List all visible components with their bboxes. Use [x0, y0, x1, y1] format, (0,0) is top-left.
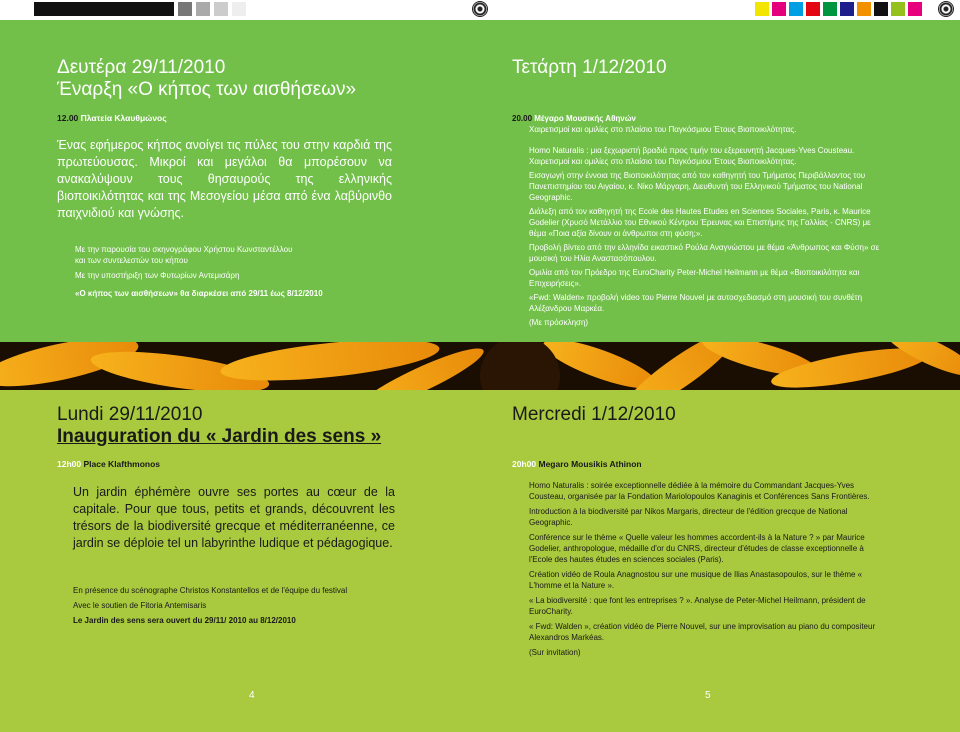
color-swatch-orange	[857, 2, 871, 16]
french-wednesday-item: « La biodiversité : que font les entreprises ? ». Analyse de Peter-Michel Heilmann, président de EuroCharity.	[529, 596, 866, 616]
greek-wednesday-item: Διάλεξη από τον καθηγητή της Ecole des Hautes Etudes en Sciences Sociales, Paris, κ. Maurice Godelier (Χρυσό Μετάλλιο του Εθνικού Κέντρου Έρευνας και Επιστήμης της Γαλλίας - CNRS) με θέμα «Ποια αξία δίνουν οι άνθρωποι στη φύση;».	[529, 207, 871, 238]
color-swatch-blue	[840, 2, 854, 16]
greek-wednesday-item: «Fwd: Walden» προβολή video του Pierre Nouvel με αυτοσχεδιασμό στη μουσική του συνθέτη Αλέξανδρου Μαρκέα.	[529, 293, 863, 313]
color-swatch-pink	[908, 2, 922, 16]
color-swatch-gray	[232, 2, 246, 16]
greek-monday-credit-1b: και των συντελεστών του κήπου	[75, 256, 188, 265]
greek-wednesday-item: Εισαγωγή στην έννοια της Βιοποικιλότητας από τον καθηγητή του Τμήματος Περιβάλλοντος του Πανεπιστημίου του Αιγαίου, κ. Νίκο Μάργαρη, Διευθυντή του Ελληνικού Τμήματος του National Geographic.	[529, 171, 866, 202]
color-swatch-magenta	[772, 2, 786, 16]
greek-wednesday-item: Προβολή βίντεο από την ελληνίδα εικαστικό Ρούλα Αναγνώστου με θέμα «Άνθρωπος και Φύση» σε μουσική του Ηλία Αναστασόπουλου.	[529, 243, 880, 263]
french-monday-title: Inauguration du « Jardin des sens »	[57, 426, 382, 447]
french-wednesday-place: Megaro Mousikis Athinon	[538, 459, 642, 469]
greek-wednesday-date: Τετάρτη 1/12/2010	[512, 57, 667, 78]
registration-mark-icon	[938, 1, 954, 17]
french-monday-note: Le Jardin des sens sera ouvert du 29/11/ 2010 au 8/12/2010	[73, 616, 296, 625]
registration-mark-icon	[472, 1, 488, 17]
color-swatch-green	[823, 2, 837, 16]
color-swatch-black	[34, 2, 174, 16]
color-swatch-lime	[891, 2, 905, 16]
greek-monday-time: 12.00	[57, 113, 79, 123]
greek-monday-credit-2: Με την υποστήριξη των Φυτωρίων Αντεμισάρη	[75, 271, 240, 280]
french-monday-section	[57, 404, 387, 448]
french-monday-credit-1: En présence du scénographe Christos Konstantellos et de l'équipe du festival	[73, 586, 348, 595]
sunflower-petals-graphic	[0, 342, 960, 390]
greek-wednesday-item: (Με πρόσκληση)	[529, 318, 589, 327]
greek-wednesday-header	[512, 113, 892, 124]
greek-monday-date: Δευτέρα 29/11/2010	[57, 57, 226, 78]
greek-monday-note: «Ο κήπος των αισθήσεων» θα διαρκέσει από 29/11 έως 8/12/2010	[75, 289, 323, 298]
french-monday-place: Place Klafthmonos	[83, 459, 161, 469]
greek-monday-place: Πλατεία Κλαυθμώνος	[80, 113, 167, 123]
greek-monday-credits	[75, 244, 375, 299]
french-wednesday-item: (Sur invitation)	[529, 648, 581, 657]
french-monday-time: 12h00	[57, 459, 82, 469]
color-swatch-gray	[196, 2, 210, 16]
french-monday-intro: Un jardin éphémère ouvre ses portes au cœur de la capitale. Pour que tous, petits et grands, découvrent les trésors de la biodiversité grecque et méditerranéenne, ce jardin se déploie tel un labyrinthe ludique et pédagogique.	[73, 485, 395, 550]
french-wednesday-item: Conférence sur le thème « Quelle valeur les hommes accordent-ils à la Nature ? » par Maurice Godelier, anthropologue, médaille d'or du CNRS, directeur d'études de classe exceptionnelle à l'Ecole des hautes études en sciences sociales (Paris).	[529, 533, 865, 564]
page-number-left: 4	[249, 690, 255, 701]
french-wednesday-item: Homo Naturalis : soirée exceptionnelle dédiée à la mémoire du Commandant Jacques-Yves Cousteau, organisée par la Fondation Mariolopoulos Kanaginis et Conférences Sans Frontières.	[529, 481, 870, 501]
french-wednesday-items	[529, 480, 889, 662]
french-monday-date: Lundi 29/11/2010	[57, 404, 203, 425]
greek-monday-time-place	[57, 113, 387, 124]
greek-monday-section	[57, 57, 387, 101]
greek-monday-credit-1: Με την παρουσία του σκηνογράφου Χρήστου Κωνσταντέλλου	[75, 245, 293, 254]
french-wednesday-item: Création vidéo de Roula Anagnostou sur une musique de Ilias Anastasopoulos, sur le thème « L'homme et la Nature ».	[529, 570, 863, 590]
greek-wednesday-time: 20.00	[512, 114, 533, 123]
greek-monday-title: Έναρξη «Ο κήπος των αισθήσεων»	[57, 79, 357, 100]
page-number-right: 5	[705, 690, 711, 701]
sunflower-image	[0, 342, 960, 390]
french-monday-credit-2: Avec le soutien de Fitoria Antemisaris	[73, 601, 207, 610]
color-swatch-red	[806, 2, 820, 16]
greek-wednesday-subtitle: Χαιρετισμοί και ομιλίες στο πλαίσιο του Παγκόσμιου Έτους Βιοποικιλότητας.	[529, 125, 797, 134]
print-color-bar	[0, 0, 960, 20]
french-wednesday-item: « Fwd: Walden », création vidéo de Pierre Nouvel, sur une improvisation au piano du compositeur Alexandros Markéas.	[529, 622, 876, 642]
greek-wednesday-items	[529, 145, 889, 331]
french-wednesday-time: 20h00	[512, 459, 537, 469]
french-wednesday-header	[512, 459, 892, 470]
french-wednesday-item: Introduction à la biodiversité par Nikos Margaris, directeur de l'édition grecque de National Geographic.	[529, 507, 848, 527]
greek-monday-intro: Ένας εφήμερος κήπος ανοίγει τις πύλες του στην καρδιά της πρωτεύουσας. Μικροί και μεγάλοι θα μπορέσουν να ανακαλύψουν τους θησαυρούς της ελληνικής βιοποικιλότητας και της Μεσογείου μέσα από ένα λαβύρινθο παιχνιδιού και γνώσης.	[57, 138, 392, 220]
color-swatch-gray	[178, 2, 192, 16]
greek-wednesday-item: Homo Naturalis : μια ξεχωριστή βραδιά προς τιμήν του εξερευνητή Jacques-Yves Cousteau. Χαιρετισμοί και ομιλίες στο πλαίσιο του Παγκόσμιου Έτους Βιοποικιλότητας.	[529, 146, 855, 166]
color-swatch-black	[874, 2, 888, 16]
color-swatch-cyan	[789, 2, 803, 16]
greek-wednesday-item: Ομιλία από τον Πρόεδρο της EuroCharity Peter-Michel Heilmann με θέμα «Βιοποικιλότητα και Επιχειρήσεις».	[529, 268, 860, 288]
color-swatch-gray	[214, 2, 228, 16]
french-monday-credits	[73, 585, 403, 626]
greek-wednesday-place: Μέγαρο Μουσικής Αθηνών	[534, 114, 636, 123]
color-swatch-yellow	[755, 2, 769, 16]
french-monday-time-place	[57, 459, 387, 470]
french-wednesday-date: Mercredi 1/12/2010	[512, 404, 676, 425]
